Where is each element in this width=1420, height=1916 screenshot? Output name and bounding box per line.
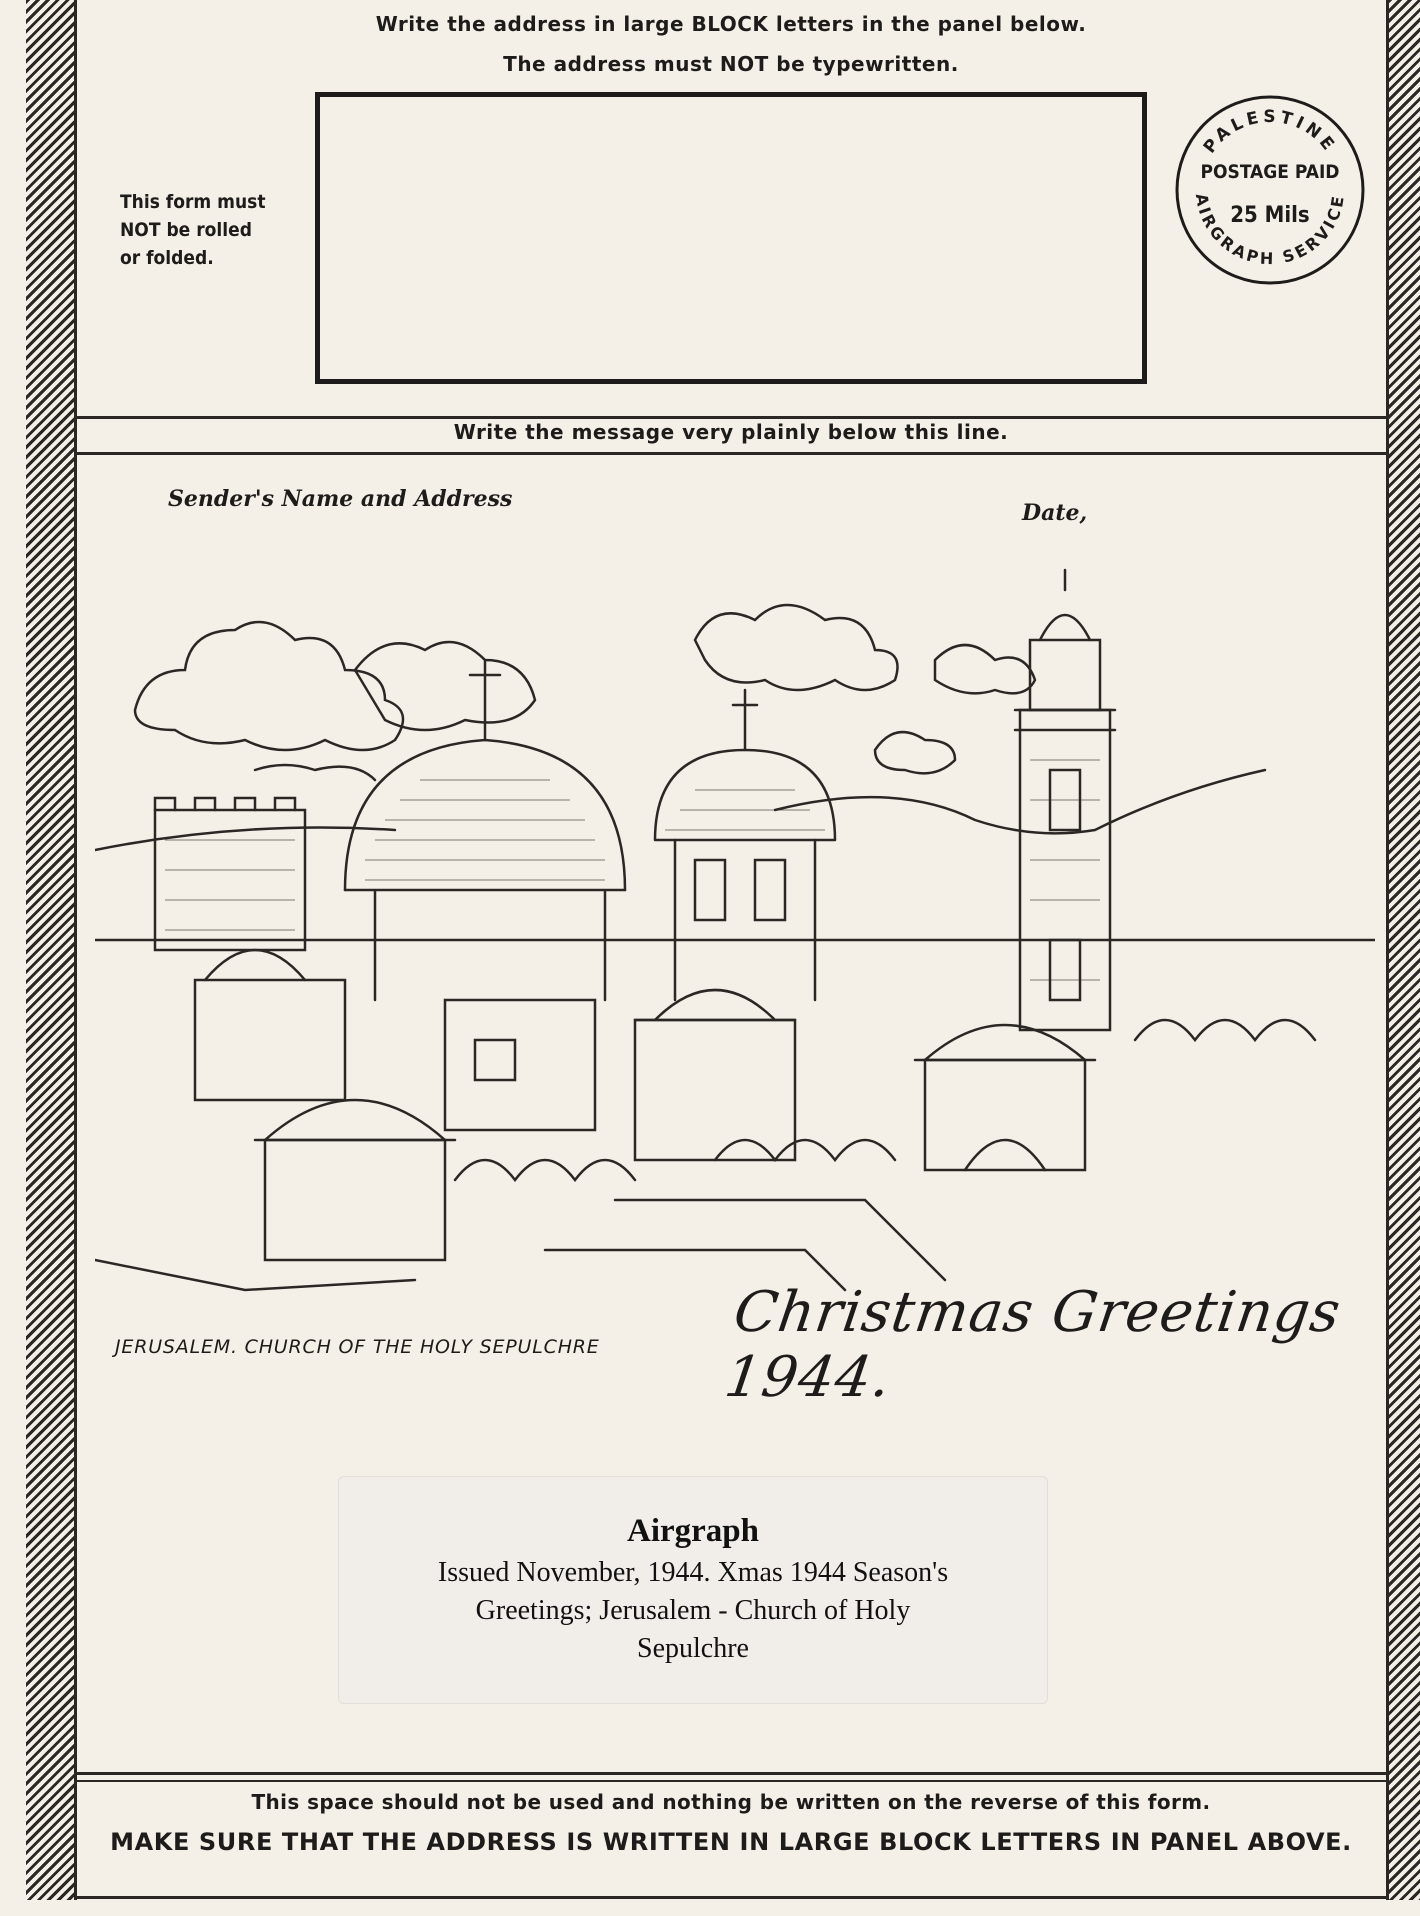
header-instruction-2: The address must NOT be typewritten.: [503, 52, 959, 76]
label-line: Greetings; Jerusalem - Church of Holy: [475, 1595, 911, 1626]
side-note-line: This form must: [120, 191, 266, 213]
christmas-greeting: Christmas Greetings 1944.: [720, 1280, 1345, 1410]
date-label: Date,: [1022, 500, 1088, 526]
side-note-line: or folded.: [120, 247, 214, 269]
message-divider-text: Write the message very plainly below this line.: [453, 420, 1009, 444]
postage-paid-stamp: [1170, 90, 1370, 290]
footer-instruction-2: MAKE SURE THAT THE ADDRESS IS WRITTEN IN LARGE BLOCK LETTERS IN PANEL ABOVE.: [110, 1828, 1352, 1856]
divider-line: [74, 452, 1388, 455]
stamp-bottom-arc: AIRGRAPH SERVICE: [1191, 192, 1349, 269]
left-frame-line: [74, 0, 77, 1900]
left-hatched-border: [26, 0, 74, 1900]
label-line: Sepulchre: [637, 1633, 749, 1664]
divider-line: [74, 416, 1388, 419]
right-frame-line: [1386, 0, 1389, 1900]
header-instruction-1: Write the address in large BLOCK letters in the panel below.: [375, 12, 1087, 36]
stamp-value: 25 Mils: [1230, 203, 1310, 228]
bottom-border: [74, 1896, 1388, 1899]
jerusalem-engraving: [95, 560, 1375, 1320]
sender-label: Sender's Name and Address: [168, 486, 513, 512]
collector-label: [338, 1476, 1048, 1704]
label-body: [399, 1554, 987, 1668]
label-title: Airgraph: [627, 1513, 759, 1549]
stamp-top-arc: PALESTINE: [1199, 106, 1341, 158]
side-note-line: NOT be rolled: [120, 219, 252, 241]
stamp-postage-paid: POSTAGE PAID: [1200, 161, 1340, 183]
footer-divider: [74, 1772, 1388, 1775]
footer-divider: [74, 1780, 1388, 1782]
address-panel[interactable]: [315, 92, 1147, 384]
label-line: Issued November, 1944. Xmas 1944 Season's: [437, 1557, 949, 1588]
footer-instruction-1: This space should not be used and nothing be written on the reverse of this form.: [251, 1790, 1211, 1814]
illustration-caption: JERUSALEM. CHURCH OF THE HOLY SEPULCHRE: [115, 1336, 600, 1358]
right-hatched-border: [1388, 0, 1420, 1900]
side-note: [120, 188, 290, 272]
svg-text:PALESTINE: [1200, 107, 1340, 157]
